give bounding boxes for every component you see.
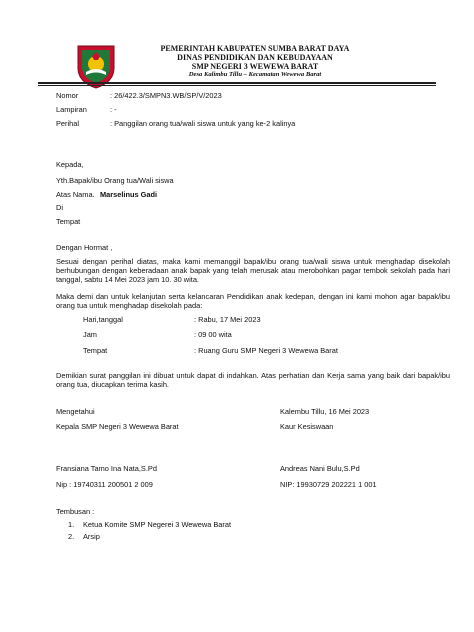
nomor-value: : 26/422.3/SMPN3.WB/SP/V/2023 — [110, 91, 222, 100]
di-line: Di — [56, 203, 63, 212]
schedule-time-value: : 09 00 wita — [194, 330, 232, 339]
closing-paragraph: Demikian surat panggilan ini dibuat untuk dapat di indahkan. Atas perhatian dan Kerja sama yang baik dari bapak/ibu orang tua, diucapkan terima kasih. — [56, 371, 450, 390]
place-date: Kalembu Tillu, 16 Mei 2023 — [280, 407, 370, 416]
schedule-place-value: : Ruang Guru SMP Negeri 3 Wewewa Barat — [194, 346, 338, 355]
greeting: Dengan Hormat , — [56, 243, 113, 252]
tembusan-item-1: Ketua Komite SMP Negerei 3 Wewewa Barat — [83, 520, 232, 529]
left-signer-title: Kepala SMP Negeri 3 Wewewa Barat — [56, 422, 179, 431]
kop-line-1: PEMERINTAH KABUPATEN SUMBA BARAT DAYA — [160, 44, 350, 53]
left-signer-nip: Nip : 19740311 200501 2 009 — [56, 480, 153, 489]
kop-line-2: DINAS PENDIDIKAN DAN KEBUDAYAAN — [177, 53, 333, 62]
perihal-label: Perihal — [56, 119, 80, 128]
lampiran-label: Lampiran — [56, 105, 87, 114]
atas-nama-value: Marselinus Gadi — [100, 190, 158, 199]
yth-line: Yth.Bapak/ibu Orang tua/Wali siswa — [56, 176, 174, 185]
mengetahui: Mengetahui — [56, 407, 95, 416]
tempat-line: Tempat — [56, 217, 81, 226]
kop-address: Desa Kalimbu Tillu – Kecamatan Wewewa Barat — [188, 71, 322, 78]
kop-divider-thick — [38, 82, 436, 84]
tembusan-number-1: 1. — [68, 520, 75, 529]
kop-line-3: SMP NEGERI 3 WEWEWA BARAT — [191, 62, 319, 71]
tembusan-number-2: 2. — [68, 532, 75, 541]
lampiran-value: : - — [110, 105, 117, 114]
schedule-day-label: Hari,tanggal — [83, 315, 123, 324]
kop-divider-thin — [38, 85, 436, 86]
right-signer-title: Kaur Kesiswaan — [280, 422, 334, 431]
schedule-time-label: Jam — [83, 330, 97, 339]
right-signer-nip: NIP: 19930729 202221 1 001 — [280, 480, 377, 489]
tembusan-item-2: Arsip — [83, 532, 100, 541]
paragraph-2: Maka demi dan untuk kelanjutan serta kelancaran Pendidikan anak kedepan, dengan ini kami mohon agar bapak/ibu orang tua untuk menghadap disekolah pada: — [56, 292, 450, 311]
tembusan-label: Tembusan : — [56, 507, 95, 516]
perihal-value: : Panggilan orang tua/wali siswa untuk yang ke-2 kalinya — [110, 119, 296, 128]
paragraph-1: Sesuai dengan perihal diatas, maka kami memanggil bapak/ibu orang tua/wali siswa untuk menghadap disekolah berhubungan dengan keberadaan anak bapak yang telah merusak atau merobohkan pagar tembok sekolah pada hari tanggal, sabtu 14 Mei 2023 jam 10. 30 wita. — [56, 257, 450, 285]
left-signer-name: Fransiana Tamo Ina Nata,S.Pd — [56, 464, 157, 473]
right-signer-name: Andreas Nani Bulu,S.Pd — [280, 464, 360, 473]
kepada: Kepada, — [56, 160, 84, 169]
schedule-place-label: Tempat — [83, 346, 108, 355]
schedule-day-value: : Rabu, 17 Mei 2023 — [194, 315, 261, 324]
nomor-label: Nomor — [56, 91, 79, 100]
atas-nama-label: Atas Nama. — [56, 190, 95, 199]
